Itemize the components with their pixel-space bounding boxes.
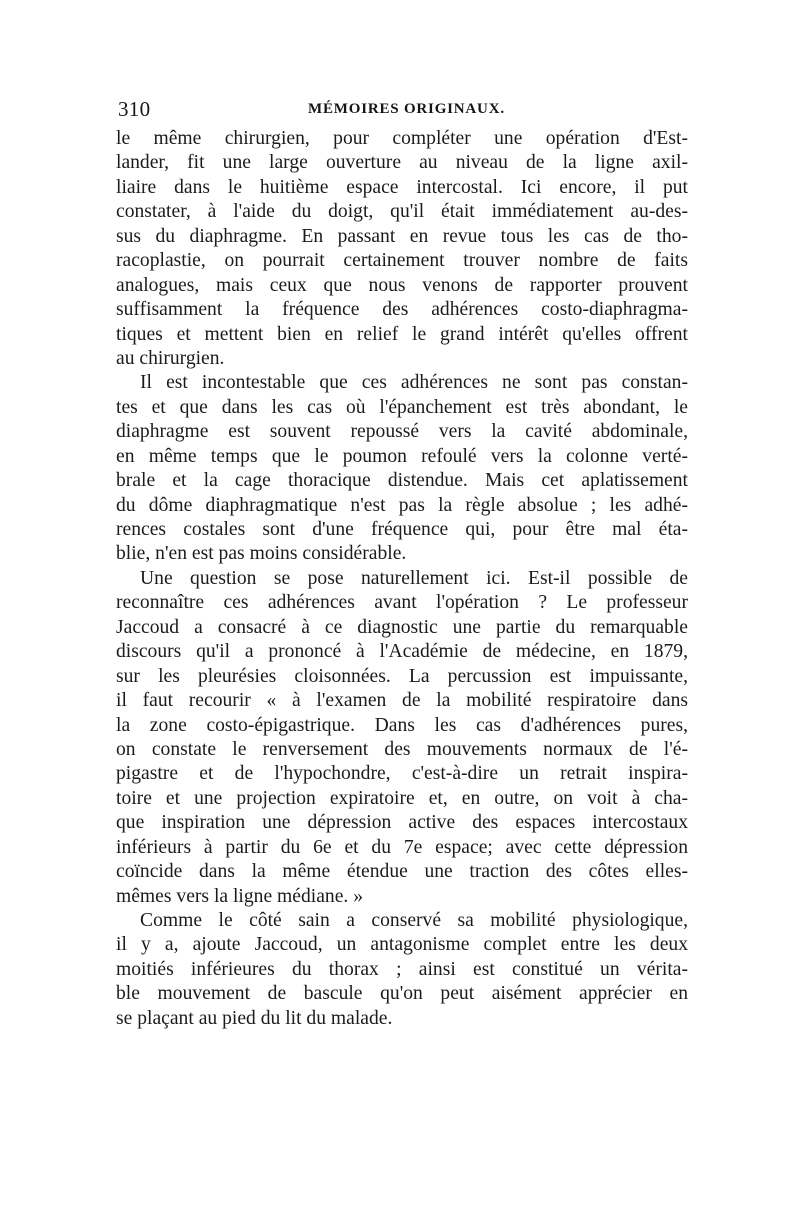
text-line: le même chirurgien, pour compléter une opération d'Est- (116, 128, 688, 149)
text-line: du dôme diaphragmatique n'est pas la règle absolue ; les adhé- (116, 494, 688, 516)
paragraph-end-line: mêmes vers la ligne médiane. » (116, 885, 364, 907)
text-line: suffisamment la fréquence des adhérences costo-diaphragma- (116, 299, 688, 321)
page-number: 310 (118, 97, 151, 121)
text-line: discours qu'il a prononcé à l'Académie de médecine, en 1879, (116, 641, 688, 663)
text-line: tiques et mettent bien en relief le grand intérêt qu'elles offrent (116, 323, 688, 345)
running-title: MÉMOIRES ORIGINAUX. (308, 101, 505, 117)
text-line: pigastre et de l'hypochondre, c'est-à-dire un retrait inspira- (116, 763, 688, 785)
paragraph-first-line: Il est incontestable que ces adhérences ne sont pas constan- (140, 372, 688, 394)
paragraph-first-line: Comme le côté sain a conservé sa mobilité physiologique, (140, 910, 688, 931)
text-line: rences costales sont d'une fréquence qui, pour être mal éta- (116, 519, 688, 540)
text-line: Jaccoud a consacré à ce diagnostic une partie du remarquable (116, 616, 688, 638)
body-text (116, 127, 688, 1031)
text-line: analogues, mais ceux que nous venons de rapporter prouvent (116, 274, 688, 296)
text-line: tes et que dans les cas où l'épanchement est très abondant, le (116, 396, 688, 418)
text-line: que inspiration une dépression active des espaces intercostaux (116, 812, 688, 834)
text-line: racoplastie, on pourrait certainement trouver nombre de faits (116, 250, 688, 272)
text-line: il faut recourir « à l'examen de la mobilité respiratoire dans (116, 690, 688, 712)
text-line: brale et la cage thoracique distendue. Mais cet aplatissement (116, 470, 688, 492)
text-line: sur les pleurésies cloisonnées. La percussion est impuissante, (116, 665, 688, 687)
text-line: on constate le renversement des mouvements normaux de l'é- (116, 738, 688, 760)
text-line: toire et une projection expiratoire et, en outre, on voit à cha- (116, 787, 688, 809)
paragraph-first-line: Une question se pose naturellement ici. Est-il possible de (140, 567, 688, 589)
paragraph-end-line: au chirurgien. (116, 347, 225, 369)
text-line: lander, fit une large ouverture au niveau de la ligne axil- (116, 152, 688, 174)
text-line: sus du diaphragme. En passant en revue tous les cas de tho- (116, 225, 688, 247)
text-line: il y a, ajoute Jaccoud, un antagonisme complet entre les deux (116, 934, 688, 956)
paragraph-end-line: se plaçant au pied du lit du malade. (116, 1007, 393, 1029)
text-line: coïncide dans la même étendue une traction des côtes elles- (116, 861, 688, 883)
text-line: en même temps que le poumon refoulé vers la colonne verté- (116, 445, 688, 467)
text-line: moitiés inférieures du thorax ; ainsi est constitué un vérita- (116, 958, 688, 980)
text-line: inférieurs à partir du 6e et du 7e espace; avec cette dépression (116, 836, 688, 858)
text-line: liaire dans le huitième espace intercostal. Ici encore, il put (116, 176, 688, 198)
text-line: reconnaître ces adhérences avant l'opération ? Le professeur (116, 592, 688, 614)
running-header (118, 97, 688, 123)
text-line: diaphragme est souvent repoussé vers la cavité abdominale, (116, 421, 688, 443)
text-line: ble mouvement de bascule qu'on peut aisément apprécier en (116, 983, 688, 1005)
paragraph-end-line: blie, n'en est pas moins considérable. (116, 543, 407, 565)
text-line: constater, à l'aide du doigt, qu'il était immédiatement au-des- (116, 201, 688, 223)
text-line: la zone costo-épigastrique. Dans les cas d'adhérences pures, (116, 714, 688, 736)
